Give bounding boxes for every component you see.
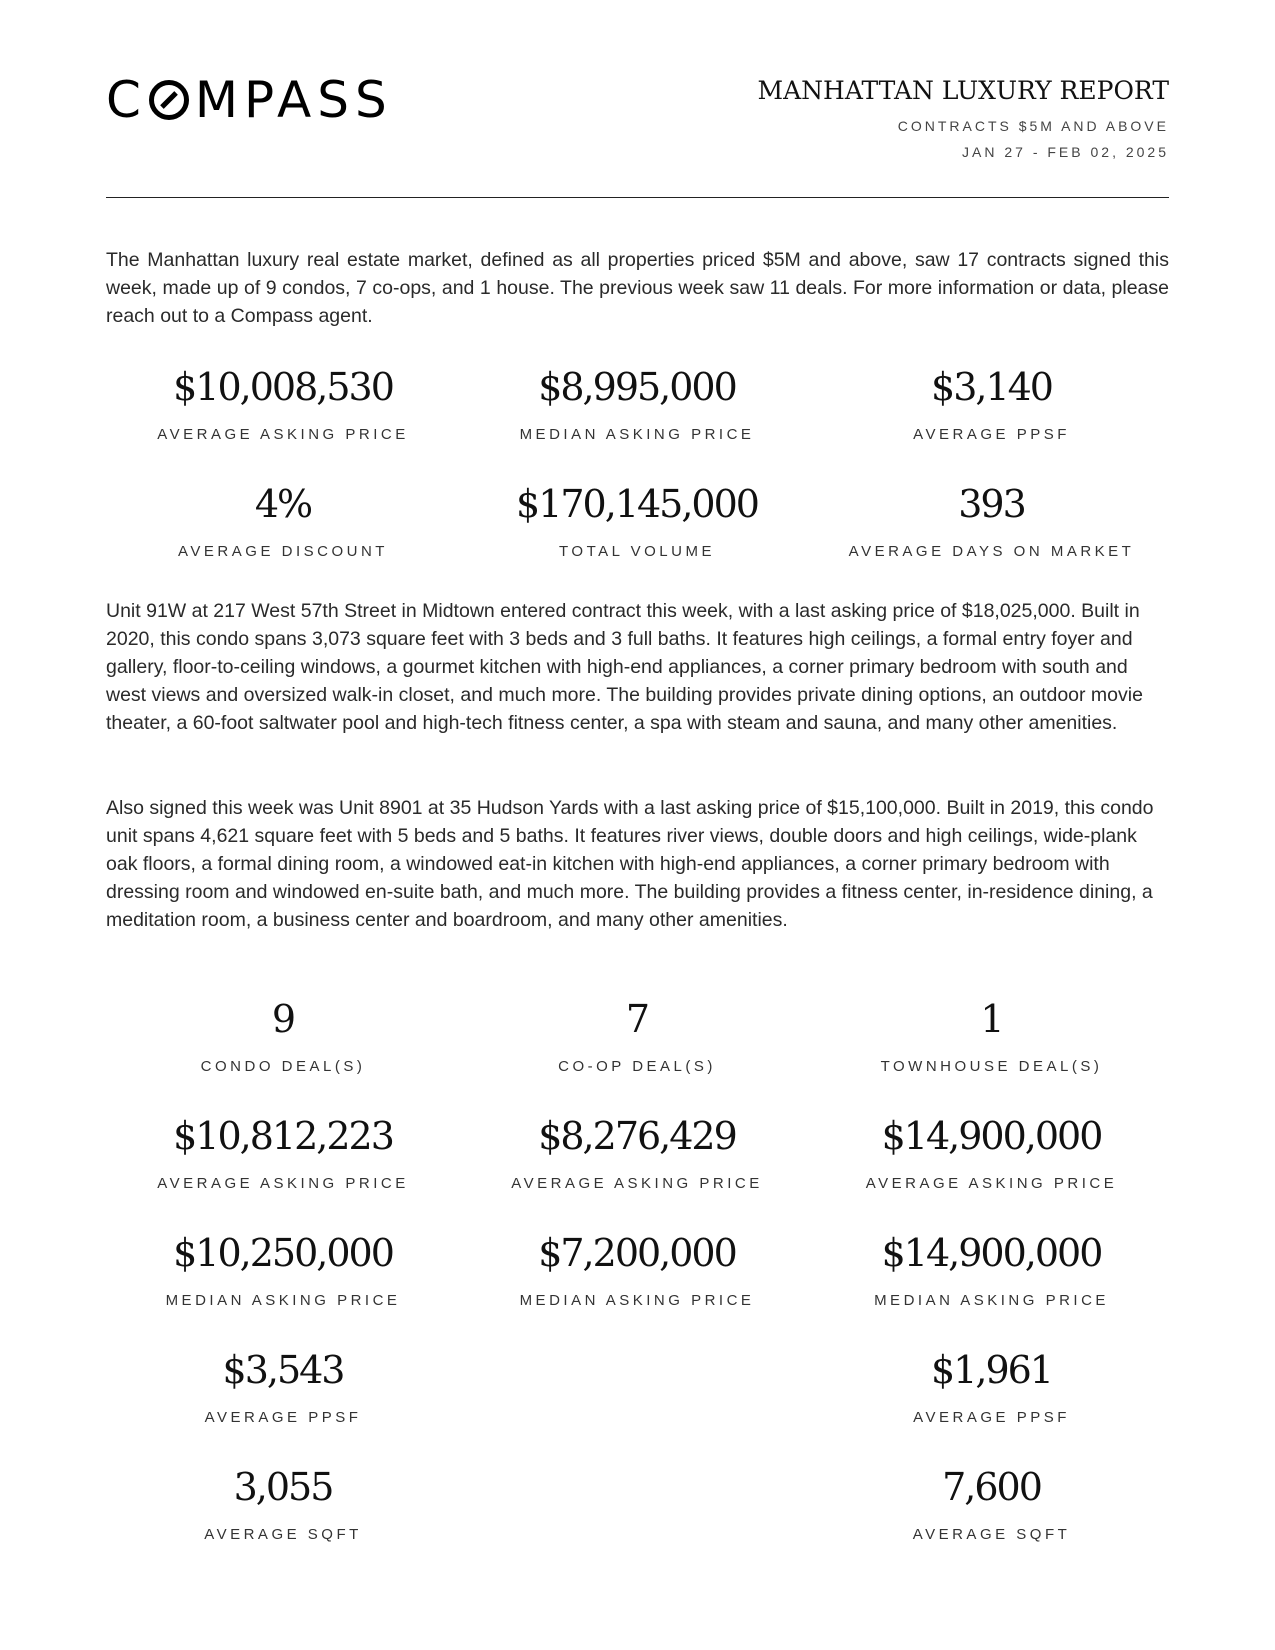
summary-stats [106, 358, 1169, 592]
stat-label: TOWNHOUSE DEAL(S) [880, 1058, 1103, 1075]
townhouse-average-sqft [814, 1458, 1169, 1575]
stat-average-ppsf [814, 358, 1169, 475]
stat-value: 1 [980, 997, 1003, 1041]
condo-average-ppsf [106, 1341, 460, 1458]
stat-label: AVERAGE ASKING PRICE [157, 1175, 409, 1192]
coop-sqft-empty [460, 1458, 814, 1575]
stat-label: MEDIAN ASKING PRICE [165, 1292, 401, 1309]
coop-deals [460, 990, 814, 1107]
logo-letters: MPASS [194, 71, 393, 129]
stat-label: AVERAGE SQFT [912, 1526, 1071, 1543]
stat-value: $8,995,000 [538, 365, 736, 409]
stat-average-discount [106, 475, 460, 592]
breakdown-row-sqft [106, 1458, 1169, 1575]
highlight-paragraph-1: Unit 91W at 217 West 57th Street in Midtown entered contract this week, with a last asking price of $18,025,000. Built in 2020, this condo spans 3,073 square feet with 3 beds and 3 full baths. It features high ceilings, a formal entry foyer and gallery, floor-to-ceiling windows, a gourmet kitchen with high-end appliances, a corner primary bedroom with south and west views and oversized walk-in closet, and much more. The building provides private dining options, an outdoor movie theater, a 60-foot saltwater pool and high-tech fitness center, a spa with steam and sauna, and many other amenities. [106, 600, 1143, 734]
stat-label: AVERAGE DAYS ON MARKET [848, 543, 1135, 560]
townhouse-average-ppsf [814, 1341, 1169, 1458]
intro-paragraph: The Manhattan luxury real estate market, defined as all properties priced $5M and above, saw 17 contracts signed this week, made up of 9 condos, 7 co-ops, and 1 house. The previous week saw 11 deals. For more information or data, please reach out to a Compass agent. [106, 249, 1169, 327]
stat-value: $14,900,000 [881, 1114, 1102, 1158]
logo-letter-c: C [106, 71, 147, 129]
stat-value: 7 [625, 997, 649, 1041]
summary-row [106, 358, 1169, 475]
stat-value: $10,250,000 [173, 1231, 393, 1275]
stat-label: CO-OP DEAL(S) [558, 1058, 716, 1075]
header-divider [106, 197, 1169, 198]
townhouse-deals [814, 990, 1169, 1107]
stat-value: 393 [958, 482, 1025, 526]
stat-label: MEDIAN ASKING PRICE [519, 1292, 755, 1309]
stat-label: MEDIAN ASKING PRICE [519, 426, 755, 443]
coop-ppsf-empty [460, 1341, 814, 1458]
stat-label: AVERAGE ASKING PRICE [865, 1175, 1118, 1192]
stat-value: $10,812,223 [173, 1114, 393, 1158]
condo-median-asking-price [106, 1224, 460, 1341]
stat-value: $3,140 [931, 365, 1052, 409]
stat-label: AVERAGE ASKING PRICE [157, 426, 409, 443]
stat-label: AVERAGE DISCOUNT [178, 543, 388, 560]
stat-label: AVERAGE SQFT [204, 1526, 362, 1543]
report-title: MANHATTAN LUXURY REPORT [757, 76, 1169, 105]
report-date-range: JAN 27 - FEB 02, 2025 [962, 144, 1169, 160]
highlight-paragraph-2: Also signed this week was Unit 8901 at 35 Hudson Yards with a last asking price of $15,100,000. Built in 2019, this condo unit spans 4,621 square feet with 5 beds and 5 baths. It features river views, double doors and high ceilings, wide-plank oak floors, a formal dining room, a windowed eat-in kitchen with high-end appliances, a corner primary bedroom with dressing room and windowed en-suite bath, and much more. The building provides a fitness center, in-residence dining, a meditation room, a business center and boardroom, and many other amenities. [106, 797, 1154, 931]
stat-value: 9 [271, 997, 295, 1041]
stat-label: CONDO DEAL(S) [200, 1058, 366, 1075]
stat-label: AVERAGE PPSF [204, 1409, 362, 1426]
report-subtitle: CONTRACTS $5M AND ABOVE [897, 118, 1169, 134]
stat-label: MEDIAN ASKING PRICE [874, 1292, 1109, 1309]
condo-average-asking-price [106, 1107, 460, 1224]
stat-label: TOTAL VOLUME [559, 543, 715, 560]
stat-value: 7,600 [942, 1465, 1041, 1509]
townhouse-average-asking-price [814, 1107, 1169, 1224]
stat-value: $7,200,000 [538, 1231, 736, 1275]
townhouse-median-asking-price [814, 1224, 1169, 1341]
stat-label: AVERAGE PPSF [913, 1409, 1070, 1426]
stat-label: AVERAGE PPSF [913, 426, 1070, 443]
stat-value: $1,961 [931, 1348, 1052, 1392]
breakdown-row-ppsf [106, 1341, 1169, 1458]
stat-label: AVERAGE ASKING PRICE [511, 1175, 763, 1192]
compass-logo [106, 71, 393, 129]
stat-median-asking-price [460, 358, 814, 475]
stat-value: $8,276,429 [538, 1114, 736, 1158]
stat-total-volume [460, 475, 814, 592]
condo-deals [106, 990, 460, 1107]
stat-value: $10,008,530 [173, 365, 393, 409]
coop-median-asking-price [460, 1224, 814, 1341]
stat-value: $170,145,000 [516, 482, 758, 526]
compass-o-icon [149, 80, 189, 120]
stat-value: $14,900,000 [881, 1231, 1102, 1275]
breakdown-row-avg-price [106, 1107, 1169, 1224]
stat-value: 4% [254, 482, 312, 526]
property-type-breakdown [106, 990, 1169, 1575]
breakdown-row-deals [106, 990, 1169, 1107]
stat-value: $3,543 [222, 1348, 344, 1392]
stat-value: 3,055 [233, 1465, 333, 1509]
breakdown-row-median-price [106, 1224, 1169, 1341]
condo-average-sqft [106, 1458, 460, 1575]
summary-row [106, 475, 1169, 592]
coop-average-asking-price [460, 1107, 814, 1224]
stat-average-asking-price [106, 358, 460, 475]
report-header [758, 76, 1169, 160]
stat-average-days-on-market [814, 475, 1169, 592]
